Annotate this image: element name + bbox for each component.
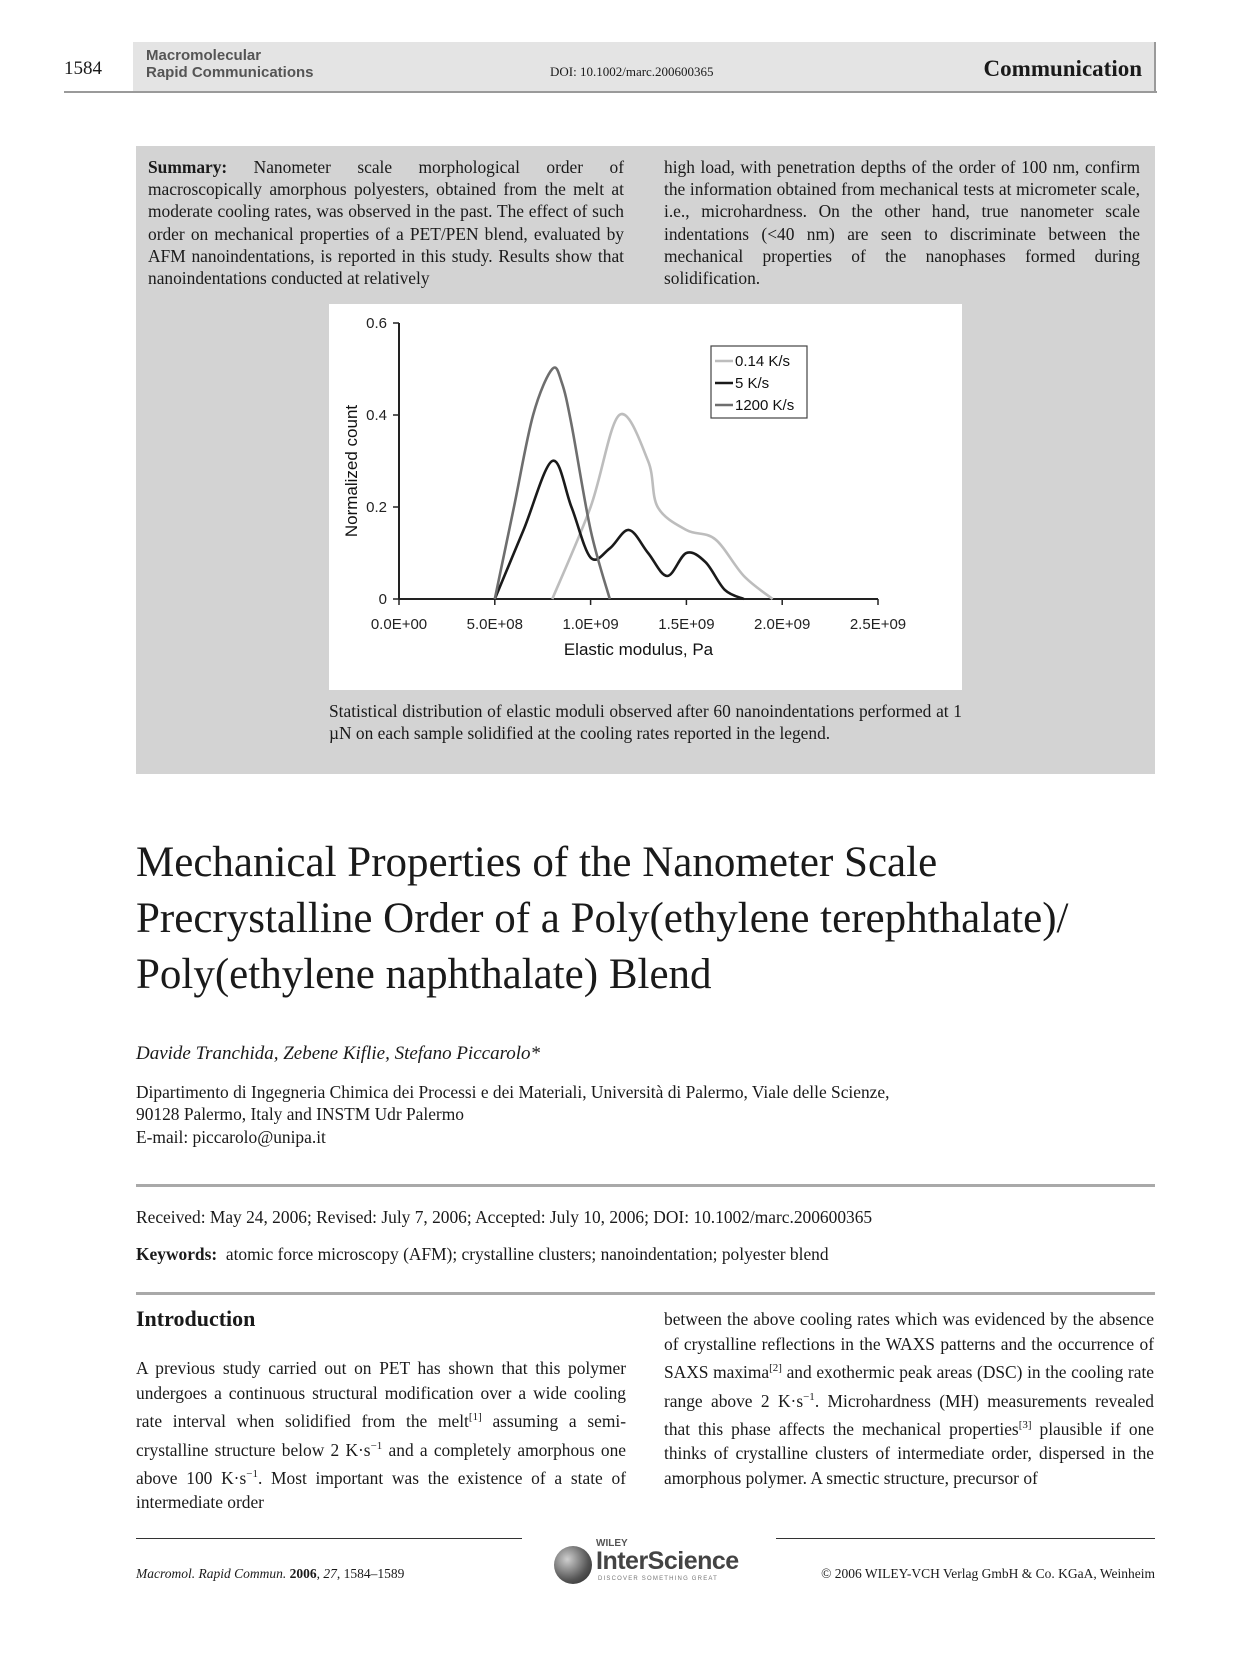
ref-1[interactable]: [1]	[468, 1411, 482, 1424]
title-line-1: Mechanical Properties of the Nanometer Scale	[136, 839, 938, 886]
y-tick-label: 0.4	[366, 407, 387, 424]
series-line-2	[495, 461, 744, 599]
ref-2[interactable]: [2]	[769, 1362, 782, 1375]
summary-left-text: Nanometer scale morphological order of macroscopically amorphous polyesters, obtained from the melt at moderate cooling rates, was observed in the past. The effect of such order on mechanical properties of a PET/PEN blend, evaluated by AFM nanoindentations, is reported in this study. Results show that nanoindentations conducted at relatively	[148, 157, 624, 289]
summary-left-column	[148, 156, 624, 289]
email: E-mail: piccarolo@unipa.it	[136, 1126, 326, 1147]
journal-name	[146, 47, 314, 81]
divider-bottom	[136, 1292, 1155, 1295]
elastic-modulus-chart	[329, 304, 962, 690]
legend-label-1: 0.14 K/s	[735, 353, 791, 370]
affiliation-line-2: 90128 Palermo, Italy and INSTM Udr Palermo	[136, 1104, 464, 1125]
header-right-rule	[1154, 42, 1156, 93]
x-tick-label: 1.5E+09	[658, 616, 715, 633]
legend-label-2: 5 K/s	[735, 375, 770, 392]
x-tick-label: 5.0E+08	[466, 616, 523, 633]
page-number: 1584	[64, 58, 102, 79]
ref-3[interactable]: [3]	[1018, 1418, 1032, 1431]
summary-right-column: high load, with penetration depths of the order of 100 nm, confirm the information obtained from mechanical tests at micrometer scale, i.e., microhardness. On the other hand, true nanometer scale indentations (<40 nm) are seen to discriminate between the mechanical properties of the nanophases formed during solidification.	[664, 157, 1140, 289]
keywords-text: atomic force microscopy (AFM); crystalline clusters; nanoindentation; polyester blend	[225, 1244, 829, 1264]
authors: Davide Tranchida, Zebene Kiflie, Stefano Piccarolo*	[136, 1043, 541, 1064]
figure-panel	[329, 304, 962, 690]
affiliation-line-1: Dipartimento di Ingegneria Chimica dei Processi e dei Materiali, Università di Palermo, Viale delle Scienze,	[136, 1082, 890, 1102]
x-axis-label: Elastic modulus, Pa	[563, 640, 714, 659]
logo-name: InterScience	[596, 1547, 739, 1575]
keywords	[136, 1244, 829, 1265]
journal-name-line2: Rapid Communications	[146, 64, 314, 81]
footer-citation: Macromol. Rapid Commun. 2006, 27, 1584–1589	[136, 1566, 405, 1581]
y-tick-label: 0.6	[366, 315, 387, 332]
footer-rule-right	[776, 1538, 1155, 1539]
x-tick-label: 2.5E+09	[849, 616, 907, 633]
figure-caption: Statistical distribution of elastic moduli observed after 60 nanoindentations performed at 1 µN on each sample solidified at the cooling rates reported in the legend.	[329, 701, 962, 744]
header-doi: DOI: 10.1002/marc.200600365	[550, 64, 714, 79]
received-dates: Received: May 24, 2006; Revised: July 7, 2006; Accepted: July 10, 2006; DOI: 10.1002/marc.200600365	[136, 1207, 873, 1227]
logo-tagline: DISCOVER SOMETHING GREAT	[598, 1576, 719, 1582]
title-line-2: Precrystalline Order of a Poly(ethylene terephthalate)/	[136, 895, 1069, 942]
y-tick-label: 0.2	[366, 499, 387, 516]
x-tick-label: 1.0E+09	[562, 616, 619, 633]
header-rule	[64, 91, 1157, 93]
keywords-label: Keywords:	[136, 1244, 218, 1264]
x-tick-label: 0.0E+00	[370, 616, 428, 633]
globe-icon	[554, 1546, 592, 1584]
intro-left-column: A previous study carried out on PET has shown that this polymer undergoes a continuous structural modification over a wide cooling rate interval when solidified from the melt[1] assuming a semi-crystalline structure below 2 $K\cdot s^{-1}$ and a completely amorphous one above 100 $K\cdot s^{-1}$. Most important was the existence of a state of intermediate order	[136, 1358, 626, 1513]
series-line-3	[495, 367, 610, 599]
y-tick-label: 0	[378, 591, 387, 608]
section-label: Communication	[983, 56, 1142, 81]
footer-copyright: © 2006 WILEY-VCH Verlag GmbH & Co. KGaA, Weinheim	[821, 1566, 1155, 1581]
affiliation	[136, 1081, 1136, 1148]
intro-right-column: between the above cooling rates which was evidenced by the absence of crystalline reflections in the WAXS patterns and the occurrence of SAXS maxima[2] and exothermic peak areas (DSC) in the cooling rate range above 2 $K\cdot s^{-1}$. Microhardness (MH) measurements revealed that this phase affects the mechanical properties[3] plausible if one thinks of crystalline clusters of intermediate order, dispersed in the amorphous polymer. A smectic structure, precursor of	[664, 1309, 1155, 1488]
divider-top	[136, 1184, 1155, 1187]
logo-wiley: WILEY	[596, 1538, 628, 1549]
introduction-heading: Introduction	[136, 1306, 256, 1331]
article-title	[136, 835, 1156, 1003]
x-tick-label: 2.0E+09	[754, 616, 811, 633]
title-line-3: Poly(ethylene naphthalate) Blend	[136, 951, 712, 998]
journal-name-line1: Macromolecular	[146, 47, 262, 64]
summary-label: Summary:	[148, 157, 228, 177]
y-axis-label: Normalized count	[342, 404, 361, 538]
interscience-logo[interactable]	[544, 1536, 754, 1588]
legend-label-3: 1200 K/s	[735, 397, 795, 414]
footer-rule-left	[136, 1538, 522, 1539]
